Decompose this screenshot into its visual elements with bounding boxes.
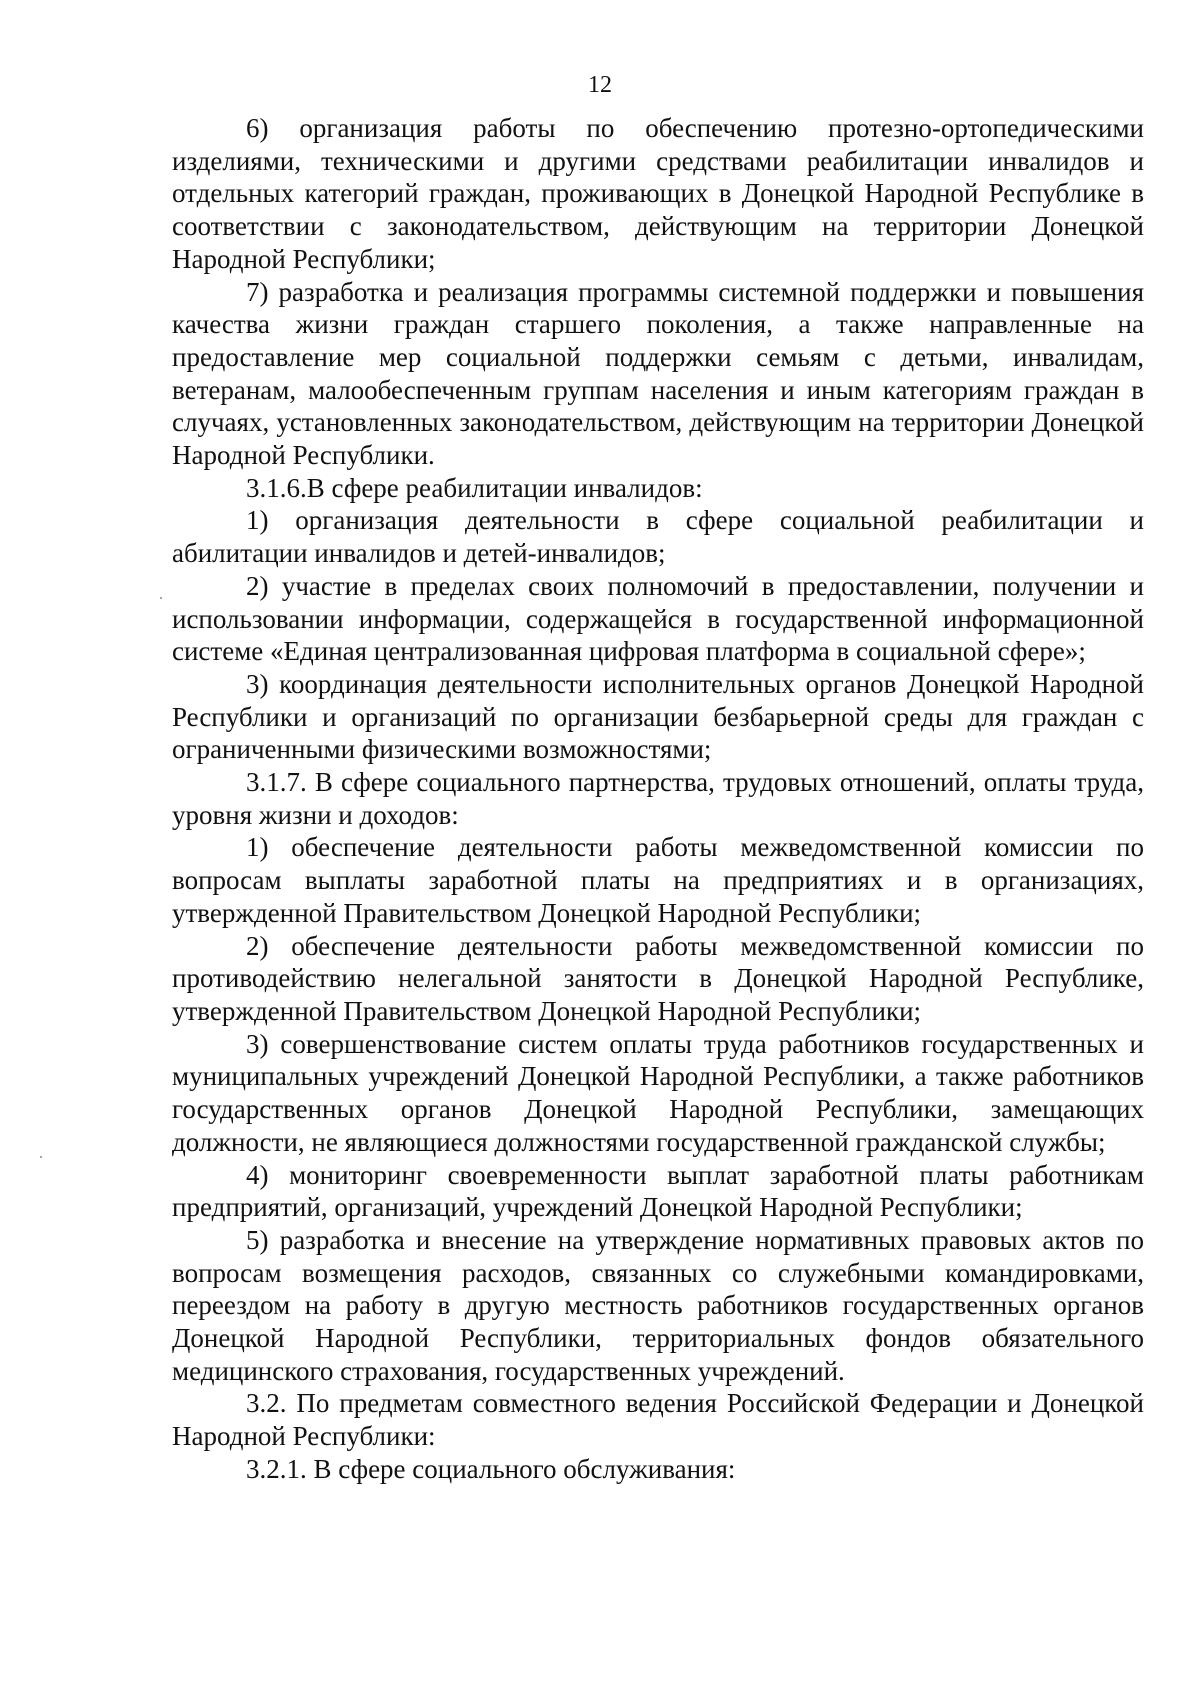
paragraph-3-1-7-item-1: 1) обеспечение деятельности работы межведомственной комиссии по вопросам выплаты заработной платы на предприятиях и в организациях, утвержденной Правительством Донецкой Народной Республики; xyxy=(172,832,1144,928)
page-number: 12 xyxy=(588,72,612,98)
section-heading-3-1-6: 3.1.6.В сфере реабилитации инвалидов: xyxy=(246,472,703,503)
paragraph-3-1-6-item-2: 2) участие в пределах своих полномочий в предоставлении, получении и использовании информации, содержащейся в государственной информационной системе «Единая централизованная цифровая платформа в социальной сфере»; xyxy=(172,570,1144,667)
document-body xyxy=(172,112,1144,1486)
paragraph-3-1-7-item-2: 2) обеспечение деятельности работы межведомственной комиссии по противодействию нелегальной занятости в Донецкой Народной Республике, утвержденной Правительством Донецкой Народной Республики; xyxy=(172,930,1144,1026)
paragraph-3-1-7-item-5: 5) разработка и внесение на утверждение нормативных правовых актов по вопросам возмещения расходов, связанных со служебными командировками, переездом на работу в другую местность работников государственных органов Донецкой Народной Республики, территориальных фондов обязательного медицинского страхования, государственных учреждений. xyxy=(172,1224,1144,1386)
scan-speck xyxy=(40,1156,42,1158)
paragraph-item-6: 6) организация работы по обеспечению протезно-ортопедическими изделиями, техническими и другими средствами реабилитации инвалидов и отдельных категорий граждан, проживающих в Донецкой Народной Республике в соответствии с законодательством, действующим на территории Донецкой Народной Республики; xyxy=(172,113,1144,274)
paragraph-3-1-7-item-3: 3) совершенствование систем оплаты труда работников государственных и муниципальных учреждений Донецкой Народной Республики, а также работников государственных органов Донецкой Народной Республики, замещающих должности, не являющиеся должностями государственной гражданской службы; xyxy=(172,1028,1144,1157)
section-heading-3-2: 3.2. По предметам совместного ведения Российской Федерации и Донецкой Народной Республики: xyxy=(172,1388,1144,1452)
paragraph-3-1-6-item-1: 1) организация деятельности в сфере социальной реабилитации и абилитации инвалидов и детей-инвалидов; xyxy=(172,505,1144,569)
section-heading-3-1-7: 3.1.7. В сфере социального партнерства, трудовых отношений, оплаты труда, уровня жизни и доходов: xyxy=(172,767,1144,830)
section-heading-3-2-1: 3.2.1. В сфере социального обслуживания: xyxy=(246,1453,736,1484)
scan-speck xyxy=(160,597,162,599)
paragraph-3-1-6-item-3: 3) координация деятельности исполнительных органов Донецкой Народной Республики и организаций по организации безбарьерной среды для граждан с ограниченными физическими возможностями; xyxy=(172,668,1144,765)
paragraph-item-7: 7) разработка и реализация программы системной поддержки и повышения качества жизни граждан старшего поколения, а также направленные на предоставление мер социальной поддержки семьям с детьми, инвалидам, ветеранам, малообеспеченным группам населения и иным категориям граждан в случаях, установленных законодательством, действующим на территории Донецкой Народной Республики. xyxy=(172,276,1144,471)
paragraph-3-1-7-item-4: 4) мониторинг своевременности выплат заработной платы работникам предприятий, организаций, учреждений Донецкой Народной Республики; xyxy=(172,1159,1144,1223)
